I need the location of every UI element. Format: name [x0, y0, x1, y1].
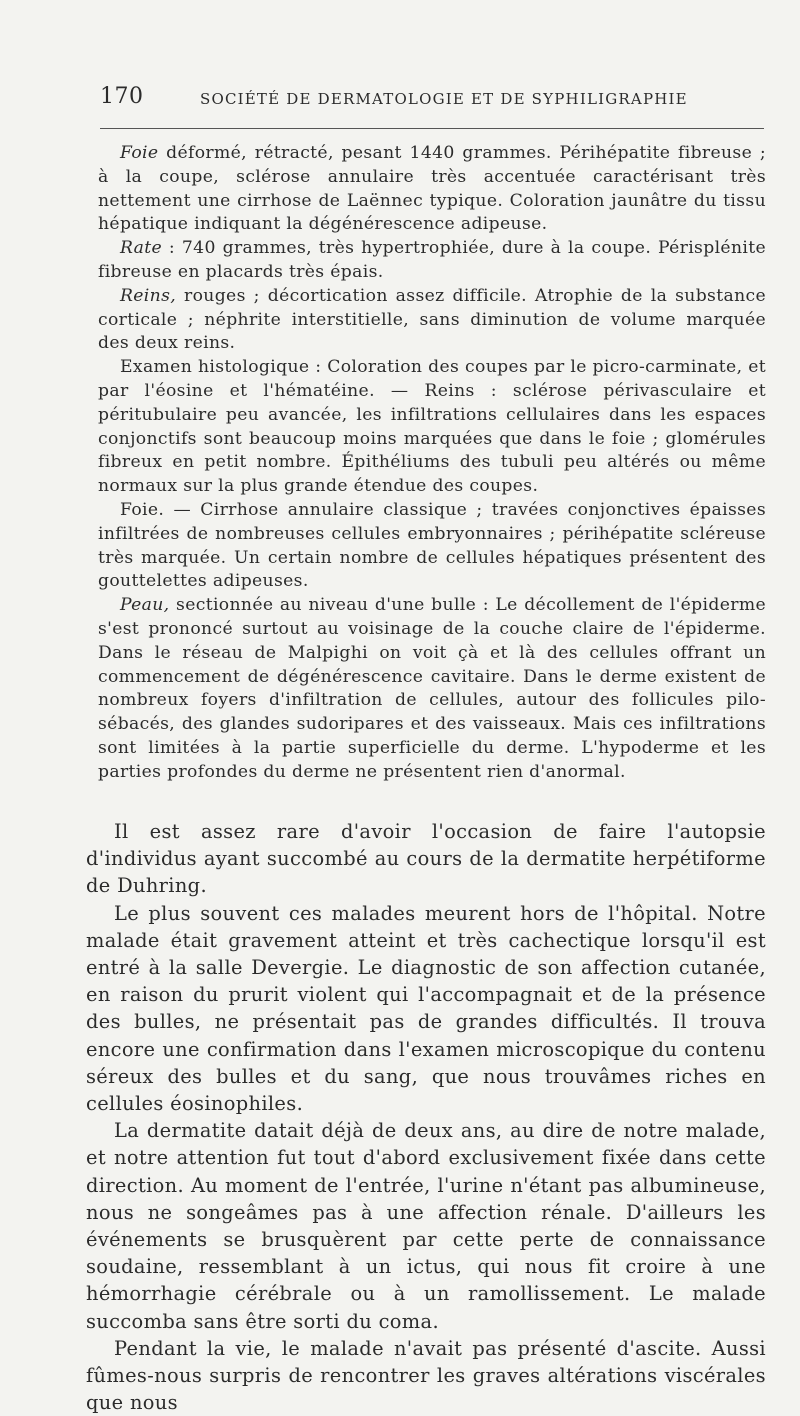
finding-text: sectionnée au niveau d'une bulle : Le décollement de l'épiderme s'est prononcé surtout au voisinage de la couche claire de l'épiderme. Dans le réseau de Malpighi on voit çà et là des cellules offrant un commencement de dégénérescence cavitaire. Dans le derme existent de nombreux foyers d'infiltration de cellules, autour des follicules pilo-sébacés, des glandes sudoripares et des vaisseaux. Mais ces infiltrations sont limitées à la partie superficielle du derme. L'hypoderme et les parties profondes du derme ne présentent rien d'anormal.	[98, 595, 766, 782]
finding-text: déformé, rétracté, pesant 1440 grammes. Périhépatite fibreuse ; à la coupe, sclérose annulaire très accentuée caractérisant très nettement une cirrhose de Laënnec typique. Coloration jaunâtre du tissu hépatique indiquant la dégénérescence adipeuse.	[98, 143, 766, 235]
finding-paragraph	[98, 594, 766, 784]
discussion-paragraph: Le plus souvent ces malades meurent hors de l'hôpital. Notre malade était gravement atteint et très cachectique lorsqu'il est entré à la salle Devergie. Le diagnostic de son affection cutanée, en raison du prurit violent qui l'accompagnait et de la présence des bulles, ne présentait pas de grandes difficultés. Il trouva encore une confirmation dans l'examen microscopique du contenu séreux des bulles et du sang, que nous trouvâmes riches en cellules éosinophiles.	[86, 901, 766, 1116]
finding-text: Foie. — Cirrhose annulaire classique ; travées conjonctives épaisses infiltrées de nombreuses cellules embryonnaires ; périhépatite scléreuse très marquée. Un certain nombre de cellules hépatiques présentent des gouttelettes adipeuses.	[98, 499, 766, 592]
finding-lead: Rate	[120, 238, 163, 259]
finding-lead: Reins,	[120, 285, 177, 306]
finding-lead: Foie	[120, 143, 159, 163]
page-header	[100, 84, 764, 114]
running-title: SOCIÉTÉ DE DERMATOLOGIE ET DE SYPHILIGRAPHIE	[200, 90, 688, 108]
finding-paragraph	[98, 499, 766, 594]
finding-paragraph	[98, 356, 766, 499]
finding-text: : 740 grammes, très hypertrophiée, dure à la coupe. Périsplénite fibreuse en placards très épais.	[98, 238, 766, 282]
finding-paragraph	[98, 237, 766, 285]
finding-text: Examen histologique : Coloration des coupes par le picro-carminate, et par l'éosine et l'hématéine. — Reins : sclérose périvasculaire et péritubulaire peu avancée, les infiltrations cellulaires dans les espaces conjonctifs sont beaucoup moins marquées que dans le foie ; glomérules fibreux en petit nombre. Épithéliums des tubuli peu altérés ou même normaux sur la plus grande étendue des coupes.	[98, 357, 766, 497]
finding-paragraph	[98, 285, 766, 356]
header-rule	[100, 128, 764, 129]
discussion-paragraph: Pendant la vie, le malade n'avait pas présenté d'ascite. Aussi fûmes-nous surpris de rencontrer les graves altérations viscérales que nous	[86, 1336, 766, 1415]
discussion-paragraph: La dermatite datait déjà de deux ans, au dire de notre malade, et notre attention fut tout d'abord exclusivement fixée dans cette direction. Au moment de l'entrée, l'urine n'étant pas albumineuse, nous ne songeâmes pas à une affection rénale. D'ailleurs les événements se brusquèrent par cette perte de connaissance soudaine, ressemblant à un ictus, qui nous fit croire à une hémorrhagie cérébrale ou à un ramollissement. Le malade succomba sans être sorti du coma.	[86, 1119, 766, 1333]
finding-paragraph	[98, 142, 766, 237]
autopsy-findings	[98, 142, 766, 785]
finding-lead: Peau,	[120, 595, 170, 616]
discussion	[86, 818, 766, 1416]
discussion-paragraph: Il est assez rare d'avoir l'occasion de faire l'autopsie d'individus ayant succombé au cours de la dermatite herpétiforme de Duhring.	[86, 820, 766, 898]
page-number: 170	[100, 84, 144, 109]
finding-text: rouges ; décortication assez difficile. Atrophie de la substance corticale ; néphrite interstitielle, sans diminution de volume marquée des deux reins.	[98, 285, 766, 354]
